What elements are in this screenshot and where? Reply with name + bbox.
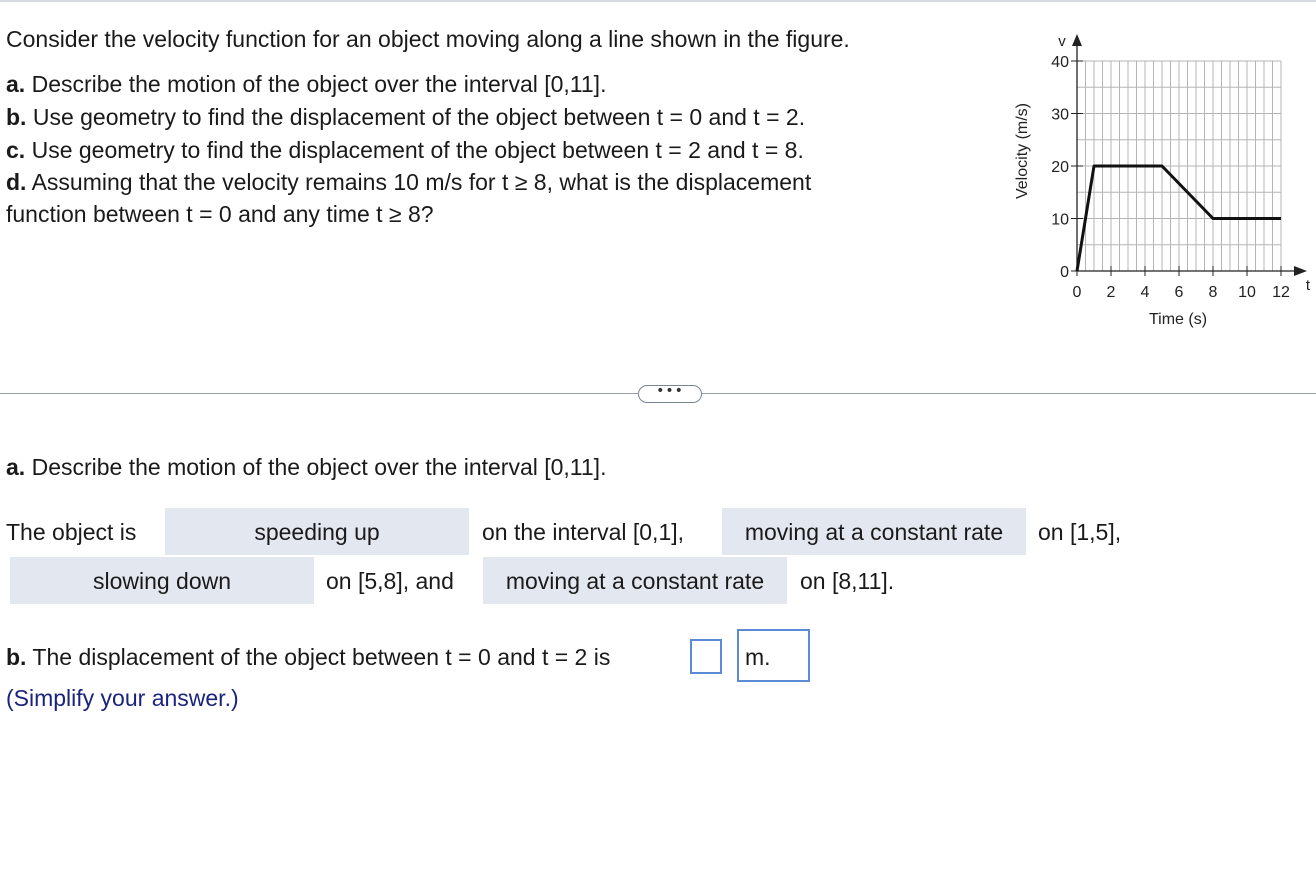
part-c-text: Use geometry to find the displacement of the object between t = 2 and t = 8. [25, 137, 804, 163]
y-tick-label: 0 [1060, 264, 1069, 281]
section-divider-right [702, 393, 1316, 394]
part-b-prompt-text: The displacement of the object between t = 0 and t = 2 is [26, 644, 611, 670]
question-part-c [6, 136, 804, 164]
x-tick-label: 2 [1106, 284, 1116, 301]
part-d-text: Assuming that the velocity remains 10 m/s for t ≥ 8, what is the displacement [26, 169, 812, 195]
motion-answer-2[interactable]: moving at a constant rate [722, 508, 1026, 555]
question-part-a [6, 70, 606, 98]
part-c-label: c. [6, 137, 26, 163]
x-axis-label: Time (s) [1148, 311, 1208, 328]
interval-8-11-text: on [8,11]. [800, 568, 895, 594]
part-b-prompt [6, 643, 610, 671]
x-tick-label: 12 [1272, 284, 1290, 301]
y-tick-label: 30 [1051, 106, 1069, 124]
section-divider-left [0, 393, 638, 394]
interval-1-5-text: on [1,5], [1038, 519, 1122, 545]
x-tick-label: 4 [1140, 284, 1150, 301]
expand-button[interactable]: ••• [638, 385, 702, 403]
part-d-label: d. [6, 169, 27, 195]
x-variable-label: t [1305, 277, 1311, 294]
y-variable-label: v [1058, 33, 1066, 50]
question-part-b [6, 103, 805, 131]
y-axis-arrow [1072, 34, 1082, 46]
part-a-heading-label: a. [6, 454, 26, 480]
motion-answer-4[interactable]: moving at a constant rate [483, 557, 787, 604]
motion-answer-1[interactable]: speeding up [165, 508, 469, 555]
top-rule [0, 0, 1316, 2]
part-a-text: Describe the motion of the object over the interval [0,11]. [25, 71, 607, 97]
question-part-d [6, 168, 811, 196]
x-tick-label: 6 [1174, 284, 1184, 301]
interval-5-8-text: on [5,8], and [326, 568, 454, 594]
y-tick-label: 20 [1051, 159, 1069, 176]
graph-axes [1072, 34, 1307, 276]
question-part-d-continued: function between t = 0 and any time t ≥ 8? [6, 201, 434, 227]
part-a-heading-text: Describe the motion of the object over the interval [0,11]. [25, 454, 607, 480]
unit-box[interactable] [737, 629, 810, 682]
displacement-input[interactable] [690, 639, 722, 674]
question-intro: Consider the velocity function for an object moving along a line shown in the figure. [6, 26, 850, 52]
x-tick-label: 8 [1208, 284, 1218, 301]
x-axis-arrow [1294, 266, 1307, 276]
interval-0-1-text: on the interval [0,1], [482, 519, 685, 545]
y-tick-label: 10 [1051, 211, 1069, 229]
simplify-hint: (Simplify your answer.) [6, 685, 239, 711]
x-tick-label: 0 [1072, 284, 1082, 301]
unit-text: m. [745, 644, 771, 670]
y-tick-label: 40 [1051, 54, 1069, 71]
x-tick-label: 10 [1238, 284, 1256, 301]
part-b-label: b. [6, 104, 27, 130]
y-axis-label: Velocity (m/s) [1014, 102, 1031, 200]
velocity-graph[interactable] [1000, 26, 1316, 336]
object-is-text: The object is [6, 519, 137, 545]
motion-answer-3[interactable]: slowing down [10, 557, 314, 604]
part-a-heading [6, 453, 606, 481]
part-b-prompt-label: b. [6, 644, 27, 670]
part-a-label: a. [6, 71, 26, 97]
part-b-text: Use geometry to find the displacement of the object between t = 0 and t = 2. [26, 104, 806, 130]
